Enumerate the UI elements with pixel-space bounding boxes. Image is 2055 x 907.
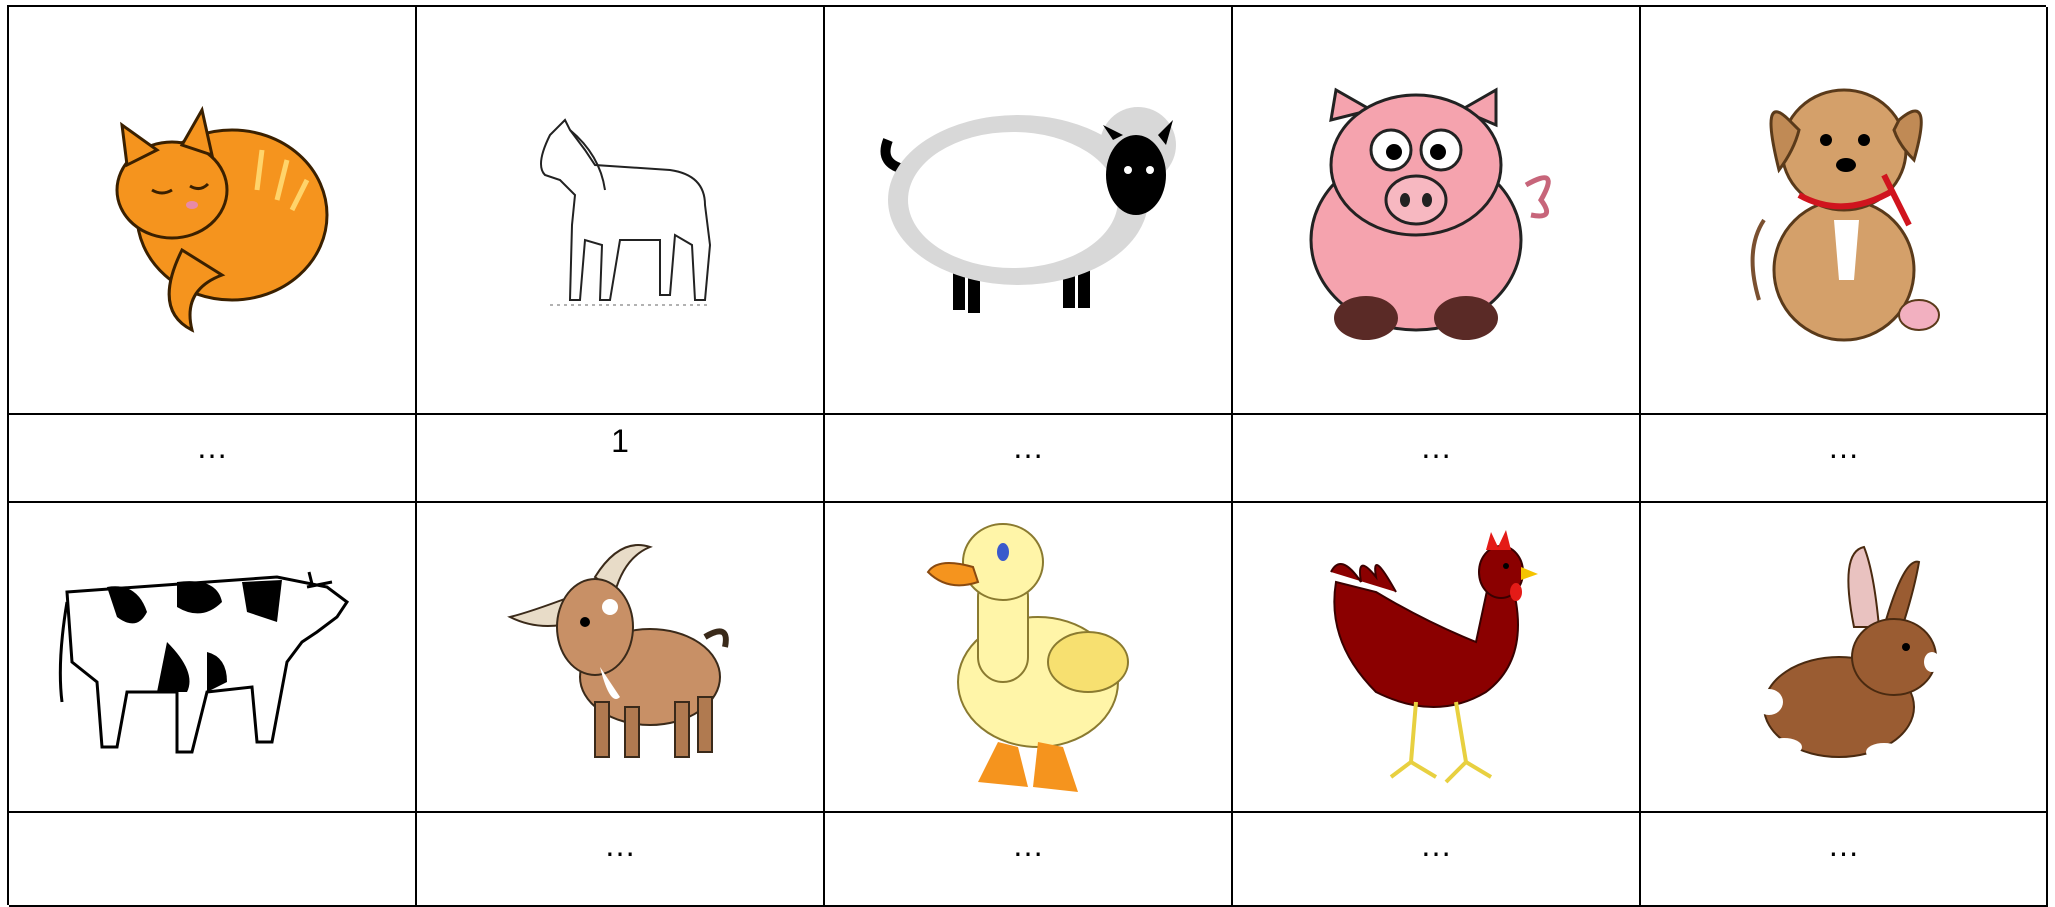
cell-cow [9, 503, 417, 813]
rabbit-icon [1744, 542, 1944, 772]
label-goat [417, 813, 825, 907]
animal-table [7, 5, 2046, 905]
label-text: … [1827, 827, 1860, 863]
cell-horse [417, 7, 825, 415]
label-pig [1233, 415, 1641, 503]
cell-cat [9, 7, 417, 415]
duck-icon [918, 512, 1138, 802]
label-hen [1233, 813, 1641, 907]
label-text: … [1827, 429, 1860, 465]
label-text: 1 [611, 423, 629, 459]
label-text: … [604, 827, 636, 863]
label-duck [825, 813, 1233, 907]
cell-goat [417, 503, 825, 813]
cow-icon [47, 542, 377, 772]
label-cat [9, 415, 417, 503]
cell-rabbit [1641, 503, 2048, 813]
cell-hen [1233, 503, 1641, 813]
cell-pig [1233, 7, 1641, 415]
cell-duck [825, 503, 1233, 813]
cell-dog [1641, 7, 2048, 415]
sheep-icon [868, 90, 1188, 330]
label-text: … [1420, 429, 1452, 465]
label-cow [9, 813, 417, 907]
pig-icon [1301, 70, 1571, 350]
label-horse [417, 415, 825, 503]
cell-sheep [825, 7, 1233, 415]
label-text: … [1012, 429, 1044, 465]
hen-icon [1316, 522, 1556, 792]
dog-icon [1734, 60, 1954, 360]
label-sheep [825, 415, 1233, 503]
cat-icon [82, 80, 342, 340]
horse-icon [510, 95, 730, 325]
label-rabbit [1641, 813, 2048, 907]
label-text: … [196, 429, 228, 465]
label-text: … [1012, 827, 1044, 863]
goat-icon [500, 537, 740, 777]
label-dog [1641, 415, 2048, 503]
label-text: … [1420, 827, 1452, 863]
